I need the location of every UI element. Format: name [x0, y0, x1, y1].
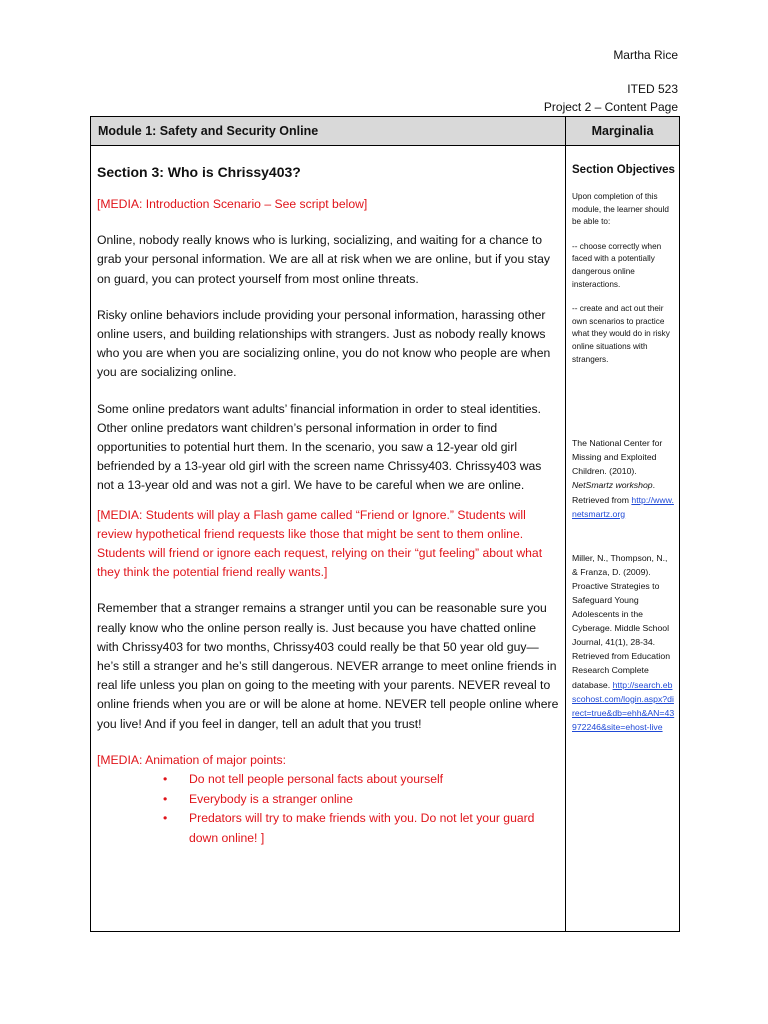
table-header-row [91, 117, 680, 146]
reference-1-link[interactable]: http://www.netsmartz.org [572, 494, 674, 519]
author-name: Martha Rice [613, 48, 678, 62]
media-intro-note: [MEDIA: Introduction Scenario – See script below] [97, 197, 368, 211]
reference-2: Miller, N., Thompson, N., & Franza, D. (2009). Proactive Strategies to Safeguard Young Adolescents in the Cyberage. Middle School Journal, 41(1), 28-34. Retrieved from Education Research Complete database. http://search.ebscohost.com/login.aspx?direct=true&db=ehh&AN=43972246&site=ehost-live [572, 552, 675, 732]
content-table [90, 116, 680, 932]
paragraph-1: Online, nobody really knows who is lurking, socializing, and waiting for a chance to grab your personal information. We are all at risk when we are online, but if you stay on guard, you can protect yourself from most online threats. [97, 233, 550, 286]
reference-2-link[interactable]: http://search.ebscohost.com/login.aspx?direct=true&db=ehh&AN=43972246&site=ehost-live [572, 679, 675, 732]
bullet-icon: • [163, 791, 168, 806]
content-cell [91, 146, 566, 932]
paragraph-2: Risky online behaviors include providing your personal information, harassing other online users, and building relationships with strangers. Just as nobody really knows who you are when you are socializing online, you do not know who people are when you are socializing online. [97, 307, 551, 380]
list-item: • Do not tell people personal facts about yourself [189, 770, 559, 790]
objectives-intro: Upon completion of this module, the learner should be able to: [572, 192, 669, 227]
media-animation-note: [MEDIA: Animation of major points: [97, 752, 286, 767]
bullet-icon: • [163, 811, 168, 826]
paragraph-3: Some online predators want adults’ financial information in order to steal identities. Other online predators want children’s personal information in order to find opportunities to potential hurt them. In the scenario, you saw a 12-year old girl befriended by a 13-year old girl with the screen name Chrissy403. Chrissy403 was not a 13-year old and was not a girl. We have to be careful when we are online. [97, 401, 542, 493]
section-title: Section 3: Who is Chrissy403? [97, 164, 301, 180]
objective-2: -- create and act out their own scenarios to practice what they would do in risky online situations with strangers. [572, 304, 670, 364]
objective-1: -- choose correctly when faced with a potentially dangerous online insteractions. [572, 241, 662, 289]
marginalia-header: Marginalia [566, 117, 680, 146]
media-game-note: [MEDIA: Students will play a Flash game called “Friend or Ignore.” Students will review hypothetical friend requests like those that might be sent to them online. Students will friend or ignore each request, relying on their “gut feeling” about what they think the potential friend really wants.] [97, 507, 543, 580]
list-item: • Everybody is a stranger online [189, 790, 559, 810]
paragraph-4: Remember that a stranger remains a stranger until you can be reasonable sure you really know who the online person really is. Just because you have chatted online with Chrissy403 for two months, Chrissy403 could really be that 50 year old guy—he’s still a stranger and he’s still dangerous. NEVER arrange to meet online friends in real life unless you plan on going to the meeting with your parents. NEVER reveal to online friends when you are or will be alone at home. NEVER tell people online where you live! And if you feel in danger, tell an adult that you trust! [97, 601, 559, 731]
marginalia-cell [566, 146, 680, 932]
project-title: Project 2 – Content Page [543, 100, 678, 114]
course-code: ITED 523 [627, 82, 678, 96]
reference-1: The National Center for Missing and Exploited Children. (2010). NetSmartz workshop. Retrieved from http://www.netsmartz.org [572, 438, 674, 519]
list-item: • Predators will try to make friends with you. Do not let your guard down online! ] [163, 811, 535, 845]
table-body-row [91, 146, 680, 932]
module-header: Module 1: Safety and Security Online [91, 117, 566, 146]
objectives-title: Section Objectives [572, 164, 675, 176]
animation-bullet-list [97, 770, 559, 848]
bullet-icon: • [163, 772, 168, 787]
